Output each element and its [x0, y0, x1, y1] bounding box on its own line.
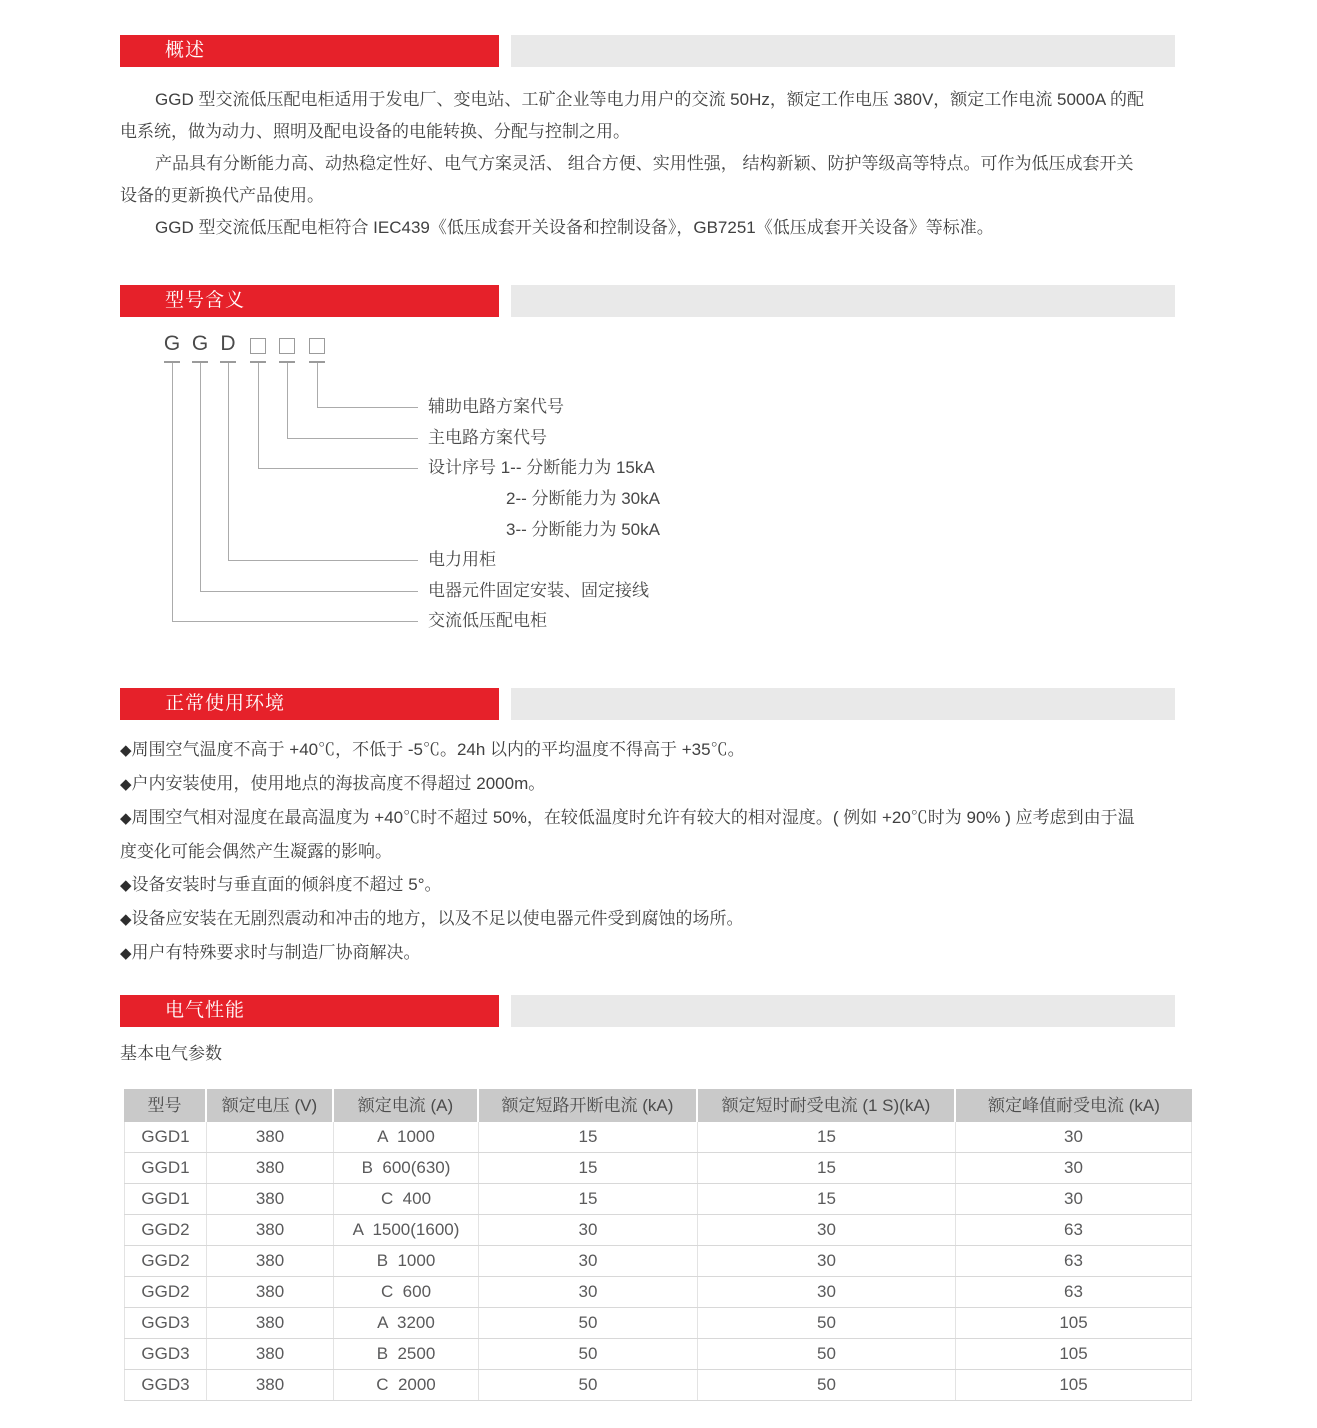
table-cell: B 1000	[334, 1246, 479, 1276]
table-cell: GGD3	[124, 1370, 207, 1400]
table-cell: 63	[956, 1277, 1192, 1307]
environment-list	[120, 733, 1202, 970]
table-row	[124, 1277, 1192, 1308]
environment-line: ◆设备安装时与垂直面的倾斜度不超过 5°。	[120, 875, 442, 894]
branch-horizontal-line	[317, 407, 418, 408]
table-cell: GGD3	[124, 1339, 207, 1369]
table-cell: B 600(630)	[334, 1153, 479, 1183]
table-header-cell: 额定峰值耐受电流 (kA)	[988, 1096, 1160, 1115]
branch-label: 电力用柜	[428, 550, 496, 569]
table-header-cell: 额定电压 (V)	[207, 1089, 334, 1122]
table-row	[124, 1122, 1192, 1153]
branch-horizontal-line	[172, 621, 418, 622]
diamond-bullet-icon: ◆	[120, 742, 132, 759]
section-header-electrical	[0, 995, 1317, 1027]
branch-vertical-line	[287, 363, 288, 438]
electrical-table	[124, 1089, 1192, 1401]
table-cell: 105	[956, 1308, 1192, 1338]
table-cell: GGD3	[124, 1308, 207, 1338]
diamond-bullet-icon: ◆	[120, 810, 132, 827]
table-cell: 380	[207, 1122, 334, 1152]
table-row	[124, 1339, 1192, 1370]
branch-horizontal-line	[258, 468, 418, 469]
model-title: 型号含义	[165, 290, 246, 311]
branch-horizontal-line	[228, 560, 418, 561]
table-cell: 50	[479, 1339, 698, 1369]
table-cell: C 400	[334, 1184, 479, 1214]
table-cell: 15	[698, 1153, 956, 1183]
table-cell: A 3200	[334, 1308, 479, 1338]
overview-line: 设备的更新换代产品使用。	[120, 186, 324, 205]
table-row	[124, 1215, 1192, 1246]
branch-vertical-line	[317, 363, 318, 407]
table-cell: 380	[207, 1308, 334, 1338]
table-cell: 380	[207, 1215, 334, 1245]
overview-title: 概述	[165, 40, 206, 61]
table-row	[124, 1246, 1192, 1277]
table-cell: GGD2	[124, 1215, 207, 1245]
branch-label: 电器元件固定安装、固定接线	[428, 581, 649, 600]
table-cell: 15	[698, 1122, 956, 1152]
code-letter: D	[220, 332, 236, 355]
table-cell: 30	[479, 1277, 698, 1307]
diamond-bullet-icon: ◆	[120, 877, 132, 894]
environment-line: 度变化可能会偶然产生凝露的影响。	[120, 842, 392, 861]
table-cell: 15	[479, 1153, 698, 1183]
overview-line: 电系统，做为动力、照明及配电设备的电能转换、分配与控制之用。	[120, 122, 630, 141]
environment-title: 正常使用环境	[165, 693, 286, 714]
table-cell: 15	[479, 1184, 698, 1214]
branch-sub-label: 2-- 分断能力为 30kA	[506, 489, 660, 508]
table-header-cell: 额定短时耐受电流 (1 S)(kA)	[698, 1089, 956, 1122]
table-cell: 380	[207, 1153, 334, 1183]
electrical-gray-bar	[511, 995, 1175, 1027]
table-cell: 380	[207, 1184, 334, 1214]
table-cell: A 1500(1600)	[334, 1215, 479, 1245]
table-header-cell: 额定短路开断电流 (kA)	[479, 1089, 698, 1122]
table-cell: 50	[479, 1370, 698, 1400]
table-cell: 30	[698, 1246, 956, 1276]
branch-vertical-line	[172, 363, 173, 621]
table-cell: 30	[479, 1215, 698, 1245]
branch-sub-label: 3-- 分断能力为 50kA	[506, 520, 660, 539]
code-box	[279, 338, 295, 354]
table-header-cell: 型号	[124, 1089, 207, 1122]
table-cell: 30	[698, 1277, 956, 1307]
branch-vertical-line	[228, 363, 229, 560]
table-cell: 15	[479, 1122, 698, 1152]
table-cell: A 1000	[334, 1122, 479, 1152]
electrical-subtitle: 基本电气参数	[120, 1044, 222, 1063]
branch-horizontal-line	[200, 591, 418, 592]
table-cell: 30	[698, 1215, 956, 1245]
table-cell: 380	[207, 1339, 334, 1369]
table-cell: 63	[956, 1246, 1192, 1276]
table-cell: GGD1	[124, 1122, 207, 1152]
table-cell: 50	[698, 1339, 956, 1369]
table-cell: 380	[207, 1370, 334, 1400]
electrical-title: 电气性能	[165, 1000, 246, 1021]
environment-line: ◆户内安装使用，使用地点的海拔高度不得超过 2000m。	[120, 774, 546, 793]
table-header-cell: 额定电流 (A)	[334, 1089, 479, 1122]
table-cell: B 2500	[334, 1339, 479, 1369]
environment-line: ◆周围空气温度不高于 +40℃，不低于 -5℃。24h 以内的平均温度不得高于 +35℃。	[120, 740, 745, 759]
table-row	[124, 1308, 1192, 1339]
table-cell: 30	[956, 1122, 1192, 1152]
diamond-bullet-icon: ◆	[120, 945, 132, 962]
table-cell: 380	[207, 1246, 334, 1276]
table-cell: 50	[698, 1308, 956, 1338]
table-cell: GGD1	[124, 1184, 207, 1214]
table-cell: 105	[956, 1370, 1192, 1400]
table-cell: 30	[479, 1246, 698, 1276]
environment-line: ◆用户有特殊要求时与制造厂协商解决。	[120, 943, 421, 962]
branch-label: 主电路方案代号	[428, 428, 547, 447]
overview-line: GGD 型交流低压配电柜符合 IEC439《低压成套开关设备和控制设备》，GB7251《低压成套开关设备》等标准。	[155, 218, 994, 237]
table-cell: 50	[479, 1308, 698, 1338]
table-cell: 15	[698, 1184, 956, 1214]
diamond-bullet-icon: ◆	[120, 911, 132, 928]
code-letter: G	[191, 332, 209, 355]
code-box	[309, 338, 325, 354]
branch-horizontal-line	[287, 438, 418, 439]
table-cell: 380	[207, 1277, 334, 1307]
table-row	[124, 1153, 1192, 1184]
branch-label: 设计序号 1-- 分断能力为 15kA	[428, 458, 655, 477]
table-cell: 30	[956, 1153, 1192, 1183]
branch-vertical-line	[258, 363, 259, 468]
table-cell: C 600	[334, 1277, 479, 1307]
branch-label: 辅助电路方案代号	[428, 397, 564, 416]
section-header-environment	[0, 688, 1317, 720]
table-cell: 50	[698, 1370, 956, 1400]
table-row	[124, 1370, 1192, 1401]
table-cell: C 2000	[334, 1370, 479, 1400]
branch-vertical-line	[200, 363, 201, 591]
environment-gray-bar	[511, 688, 1175, 720]
overview-line: GGD 型交流低压配电柜适用于发电厂、变电站、工矿企业等电力用户的交流 50Hz，额定工作电压 380V，额定工作电流 5000A 的配	[155, 90, 1144, 109]
environment-line: ◆周围空气相对湿度在最高温度为 +40℃时不超过 50%，在较低温度时允许有较大的相对湿度。( 例如 +20℃时为 90% ) 应考虑到由于温	[120, 808, 1135, 827]
diamond-bullet-icon: ◆	[120, 776, 132, 793]
environment-line: ◆设备应安装在无剧烈震动和冲击的地方，以及不足以使电器元件受到腐蚀的场所。	[120, 909, 744, 928]
table-cell: GGD2	[124, 1246, 207, 1276]
overview-line: 产品具有分断能力高、动热稳定性好、电气方案灵活、 组合方便、实用性强， 结构新颖、防护等级高等特点。可作为低压成套开关	[155, 154, 1134, 173]
table-cell: 105	[956, 1339, 1192, 1369]
table-row	[124, 1184, 1192, 1215]
code-box	[250, 338, 266, 354]
table-cell: 30	[956, 1184, 1192, 1214]
table-cell: GGD2	[124, 1277, 207, 1307]
table-header-row	[124, 1089, 1192, 1122]
code-letter: G	[163, 332, 181, 355]
branch-label: 交流低压配电柜	[428, 611, 547, 630]
table-cell: GGD1	[124, 1153, 207, 1183]
table-cell: 63	[956, 1215, 1192, 1245]
